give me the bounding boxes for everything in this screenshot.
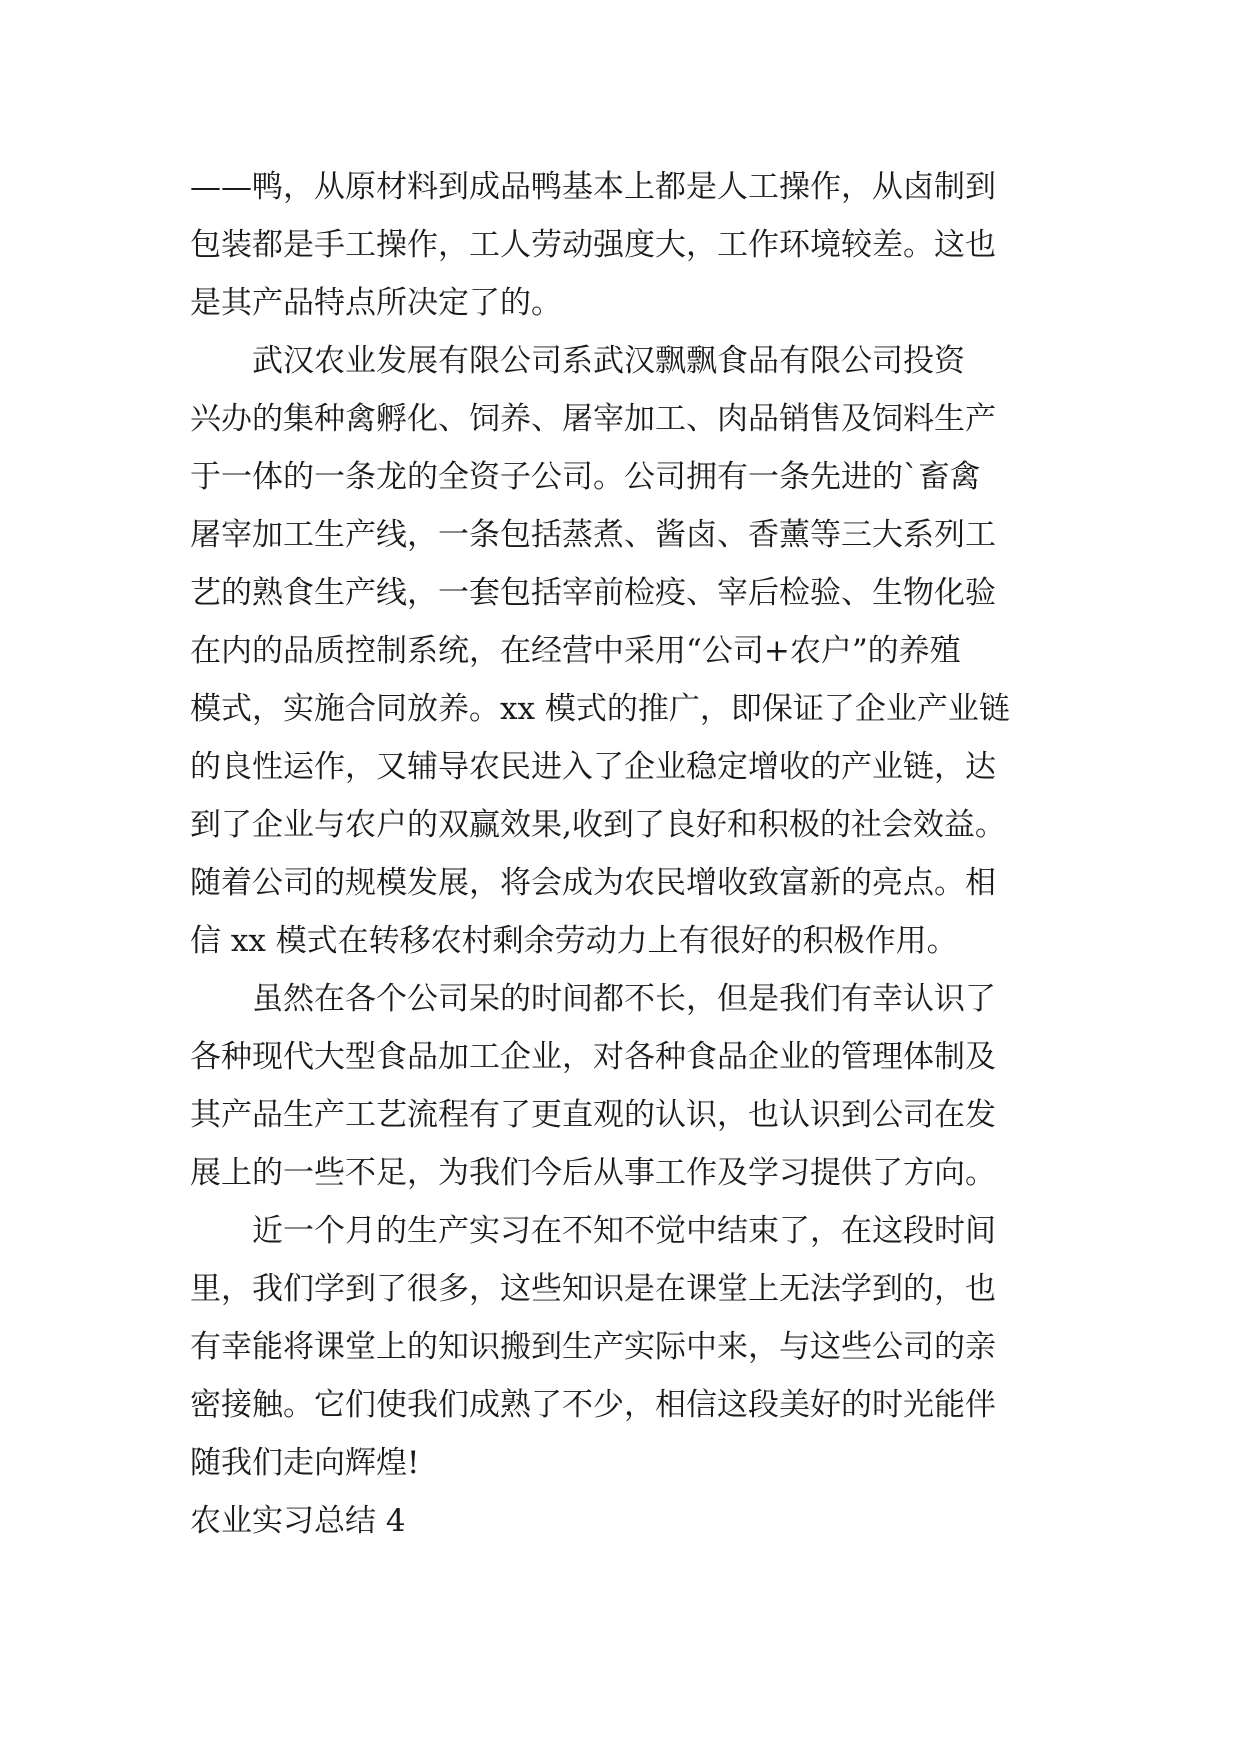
text-line: 近一个月的生产实习在不知不觉中结束了，在这段时间 bbox=[190, 1213, 996, 1249]
text-line: 有幸能将课堂上的知识搬到生产实际中来，与这些公司的亲 bbox=[190, 1329, 996, 1365]
text-line: 于一体的一条龙的全资子公司。公司拥有一条先进的`畜禽 bbox=[190, 459, 981, 495]
text-line: 信 xx 模式在转移农村剩余劳动力上有很好的积极作用。 bbox=[190, 923, 958, 959]
text-line: 模式，实施合同放养。xx 模式的推广，即保证了企业产业链 bbox=[190, 691, 1010, 727]
text-line: 随我们走向辉煌! bbox=[190, 1445, 420, 1481]
text-line: 在内的品质控制系统，在经营中采用“公司+农户”的养殖 bbox=[190, 633, 961, 669]
text-line: 武汉农业发展有限公司系武汉飘飘食品有限公司投资 bbox=[190, 343, 965, 379]
section-heading: 农业实习总结 4 bbox=[190, 1503, 406, 1539]
text-line: 艺的熟食生产线，一套包括宰前检疫、宰后检验、生物化验 bbox=[190, 575, 996, 611]
text-line: 的良性运作，又辅导农民进入了企业稳定增收的产业链，达 bbox=[190, 749, 996, 785]
text-line: 屠宰加工生产线，一条包括蒸煮、酱卤、香薰等三大系列工 bbox=[190, 517, 996, 553]
text-line: 到了企业与农户的双赢效果,收到了良好和积极的社会效益。 bbox=[190, 807, 1006, 843]
text-line: 密接触。它们使我们成熟了不少，相信这段美好的时光能伴 bbox=[190, 1387, 996, 1423]
document-body bbox=[190, 158, 1060, 1550]
paragraph-4 bbox=[190, 1202, 1060, 1492]
text-line: 包装都是手工操作，工人劳动强度大，工作环境较差。这也 bbox=[190, 227, 996, 263]
paragraph-3 bbox=[190, 970, 1060, 1202]
text-line: 是其产品特点所决定了的。 bbox=[190, 285, 562, 321]
text-line: 其产品生产工艺流程有了更直观的认识，也认识到公司在发 bbox=[190, 1097, 996, 1133]
paragraph-1 bbox=[190, 158, 1060, 332]
text-line: 里，我们学到了很多，这些知识是在课堂上无法学到的，也 bbox=[190, 1271, 996, 1307]
text-line: 展上的一些不足，为我们今后从事工作及学习提供了方向。 bbox=[190, 1155, 996, 1191]
text-line: 随着公司的规模发展，将会成为农民增收致富新的亮点。相 bbox=[190, 865, 996, 901]
text-line: 兴办的集种禽孵化、饲养、屠宰加工、肉品销售及饲料生产 bbox=[190, 401, 996, 437]
section-heading-wrap bbox=[190, 1492, 1060, 1550]
text-line: 虽然在各个公司呆的时间都不长，但是我们有幸认识了 bbox=[190, 981, 996, 1017]
paragraph-2 bbox=[190, 332, 1060, 970]
text-line: ——鸭，从原材料到成品鸭基本上都是人工操作，从卤制到 bbox=[190, 169, 996, 205]
text-line: 各种现代大型食品加工企业，对各种食品企业的管理体制及 bbox=[190, 1039, 996, 1075]
